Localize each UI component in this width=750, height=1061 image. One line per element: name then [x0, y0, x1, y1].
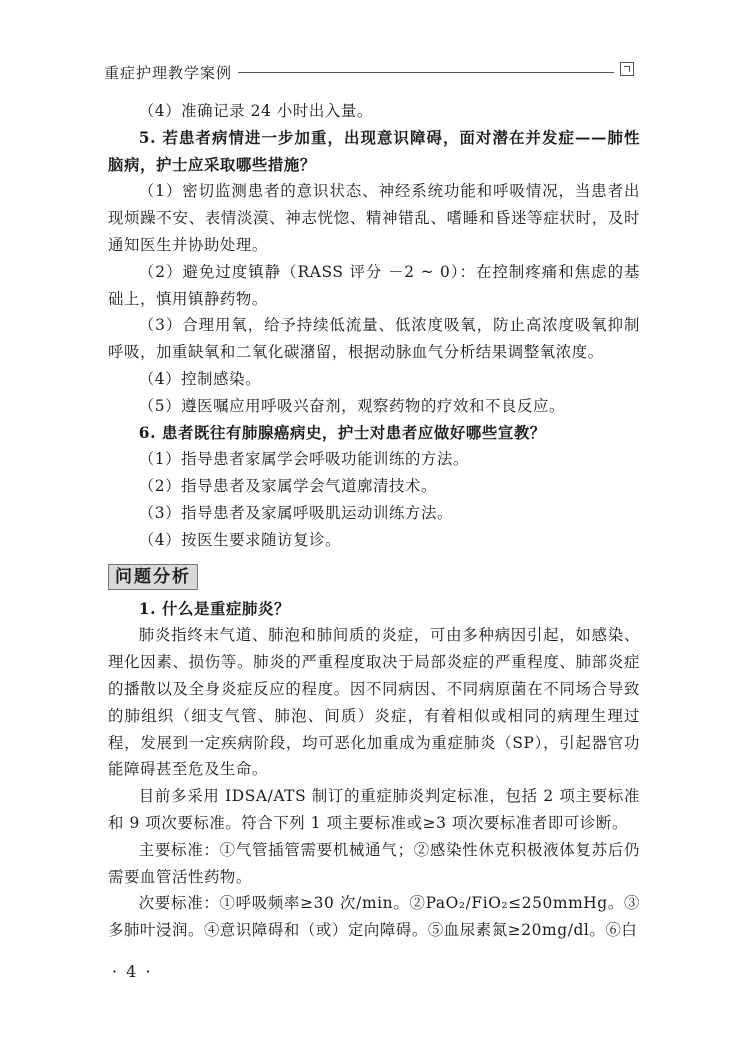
header-ornament-icon [620, 62, 634, 76]
section-heading: 问题分析 [108, 564, 198, 590]
item-record-intake-output: （4）准确记录 24 小时出入量。 [138, 102, 373, 120]
criteria-intro: 目前多采用 IDSA/ATS 制订的重症肺炎判定标准，包括 2 项主要标准和 9 项次要标准。符合下列 1 项主要标准或≥3 项次要标准者即可诊断。 [108, 787, 640, 832]
q6-answer-1: （1）指导患者家属学会呼吸功能训练的方法。 [138, 450, 470, 469]
section-heading-wrap [108, 558, 640, 594]
question-5: 5. 若患者病情进一步加重，出现意识障碍，面对潜在并发症——肺性脑病，护士应采取哪些措施？ [108, 128, 640, 174]
q5-answer-3: （3）合理用氧，给予持续低流量、低浓度吸氧，防止高浓度吸氧抑制呼吸，加重缺氧和二氧化碳潴留，根据动脉血气分析结果调整氧浓度。 [108, 316, 640, 362]
pneumonia-definition: 肺炎指终末气道、肺泡和肺间质的炎症，可由多种病因引起，如感染、理化因素、损伤等。肺炎的严重程度取决于局部炎症的严重程度、肺部炎症的播散以及全身炎症反应的程度。因不同病因、不同病原菌在不同场合导致的肺组织（细支气管、肺泡、间质）炎症，有着相似或相同的病理生理过程，发展到一定疾病阶段，均可恶化加重成为重症肺炎（SP），引起器官功能障碍甚至危及生命。 [108, 626, 640, 779]
major-criteria: 主要标准：①气管插管需要机械通气；②感染性休克积极液体复苏后仍需要血管活性药物。 [108, 840, 640, 886]
question-1: 1. 什么是重症肺炎？ [138, 599, 290, 618]
minor-criteria: 次要标准：①呼吸频率≥30 次/min。②PaO₂/FiO₂≤250mmHg。③多肺叶浸润。④意识障碍和（或）定向障碍。⑤血尿素氮≥20mg/dl。⑥白 [108, 894, 640, 940]
page-number: · 4 · [112, 962, 153, 981]
q5-answer-1: （1）密切监测患者的意识状态、神经系统功能和呼吸情况，当患者出现烦躁不安、表情淡漠、神志恍惚、精神错乱、嗜睡和昏迷等症状时，及时通知医生并协助处理。 [108, 182, 640, 254]
q5-answer-5: （5）遵医嘱应用呼吸兴奋剂，观察药物的疗效和不良反应。 [138, 396, 565, 415]
q6-answer-2: （2）指导患者及家属学会气道廓清技术。 [138, 477, 438, 496]
q6-answer-4: （4）按医生要求随访复诊。 [138, 530, 342, 549]
q6-answer-3: （3）指导患者及家属呼吸肌运动训练方法。 [138, 503, 454, 522]
header-title: 重症护理教学案例 [104, 62, 238, 83]
q5-answer-2: （2）避免过度镇静（RASS 评分 －2 ~ 0）：在控制疼痛和焦虑的基础上，慎用镇静药物。 [108, 262, 640, 308]
running-header [104, 60, 634, 82]
q5-answer-4: （4）控制感染。 [138, 369, 262, 388]
page-body [108, 98, 640, 944]
question-6: 6. 患者既往有肺腺癌病史，护士对患者应做好哪些宣教？ [138, 423, 546, 442]
